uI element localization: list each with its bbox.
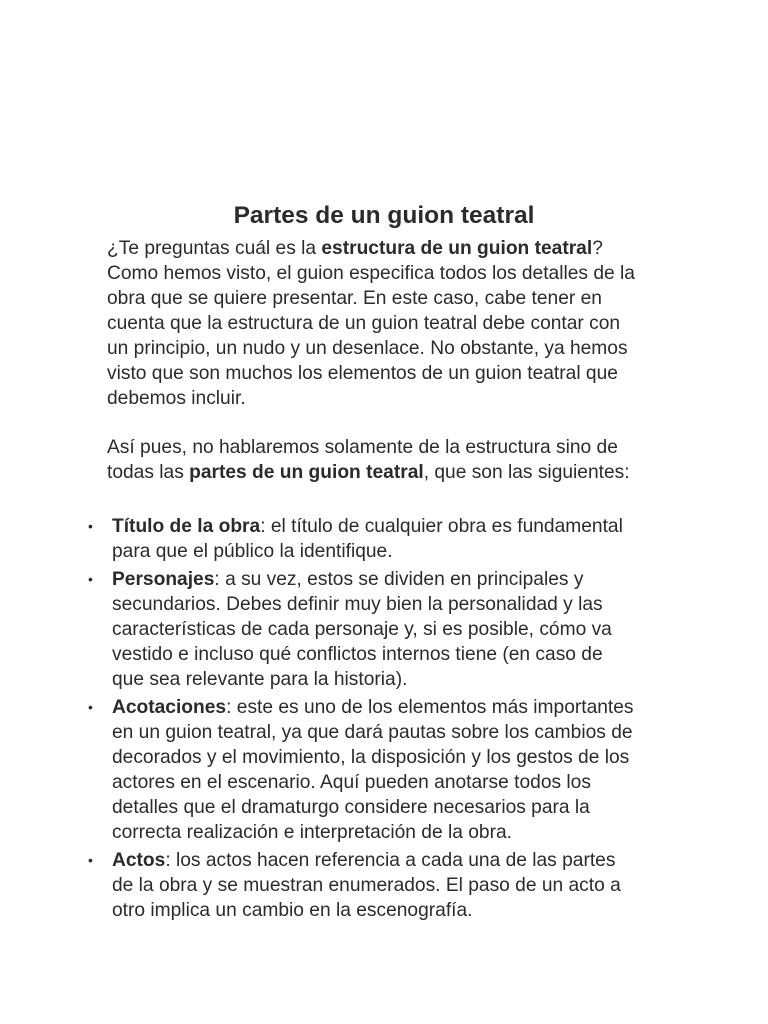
bullet-icon: • [88,852,93,868]
bullet-icon: • [88,518,93,534]
list-item-line [112,514,672,539]
list-item-text [112,695,672,845]
second-line-2 [107,460,677,485]
second-text: , que son las siguientes: [423,462,630,483]
intro-line-7: debemos incluir. [107,388,246,409]
list-item-term: Título de la obra [112,516,261,537]
second-paragraph [107,435,677,485]
bullet-icon: • [88,699,93,715]
list-item-line: correcta realización e interpretación de la obra. [112,822,512,843]
intro-line-3: obra que se quiere presentar. En este caso, cabe tener en [107,288,602,309]
list-item-text [112,848,672,923]
list-item-description: : los actos hacen referencia a cada una de las partes [165,850,616,871]
intro-line-4: cuenta que la estructura de un guion teatral debe contar con [107,313,621,334]
list-item-description: : el título de cualquier obra es fundamental [260,516,623,537]
list-item-line: de la obra y se muestran enumerados. El paso de un acto a [112,875,621,896]
intro-paragraph [107,236,677,411]
second-bold-text: partes de un guion teatral [189,462,424,483]
list-item-term: Acotaciones [112,697,227,718]
intro-text: ¿Te preguntas cuál es la [107,238,322,259]
list-item-line [112,848,672,873]
list-item-term: Personajes [112,569,215,590]
list-item-line: actores en el escenario. Aquí pueden anotarse todos los [112,772,591,793]
intro-line-6: visto que son muchos los elementos de un guion teatral que [107,363,618,384]
list-item-line: en un guion teatral, ya que dará pautas sobre los cambios de [112,722,633,743]
list-item-description: : este es uno de los elementos más importantes [226,697,634,718]
intro-line-2: Como hemos visto, el guion especifica todos los detalles de la [107,263,635,284]
list-item-line: para que el público la identifique. [112,541,393,562]
intro-line-1 [107,236,677,261]
list-item-line: decorados y el movimiento, la disposición y los gestos de los [112,747,630,768]
second-text: todas las [107,462,190,483]
parts-list [0,514,768,926]
list-item [0,567,768,692]
page-title: Partes de un guion teatral [233,202,535,229]
intro-text: ? [592,238,603,259]
intro-bold-text: estructura de un guion teatral [321,238,593,259]
list-item-text [112,567,672,692]
intro-line-5: un principio, un nudo y un desenlace. No obstante, ya hemos [107,338,628,359]
list-item-line: características de cada personaje y, si es posible, cómo va [112,619,612,640]
list-item [0,848,768,923]
list-item-line: vestido e incluso qué conflictos internos tiene (en caso de [112,644,603,665]
list-item-line: que sea relevante para la historia). [112,669,408,690]
list-item-line: detalles que el dramaturgo considere necesarios para la [112,797,590,818]
list-item-line [112,567,672,592]
list-item-line [112,695,672,720]
list-item-description: : a su vez, estos se dividen en principales y [214,569,584,590]
bullet-icon: • [88,571,93,587]
second-line-1: Así pues, no hablaremos solamente de la estructura sino de [107,437,618,458]
list-item-text [112,514,672,564]
list-item-term: Actos [112,850,166,871]
list-item-line: otro implica un cambio en la escenografía. [112,900,473,921]
list-item [0,695,768,845]
list-item [0,514,768,564]
list-item-line: secundarios. Debes definir muy bien la personalidad y las [112,594,603,615]
